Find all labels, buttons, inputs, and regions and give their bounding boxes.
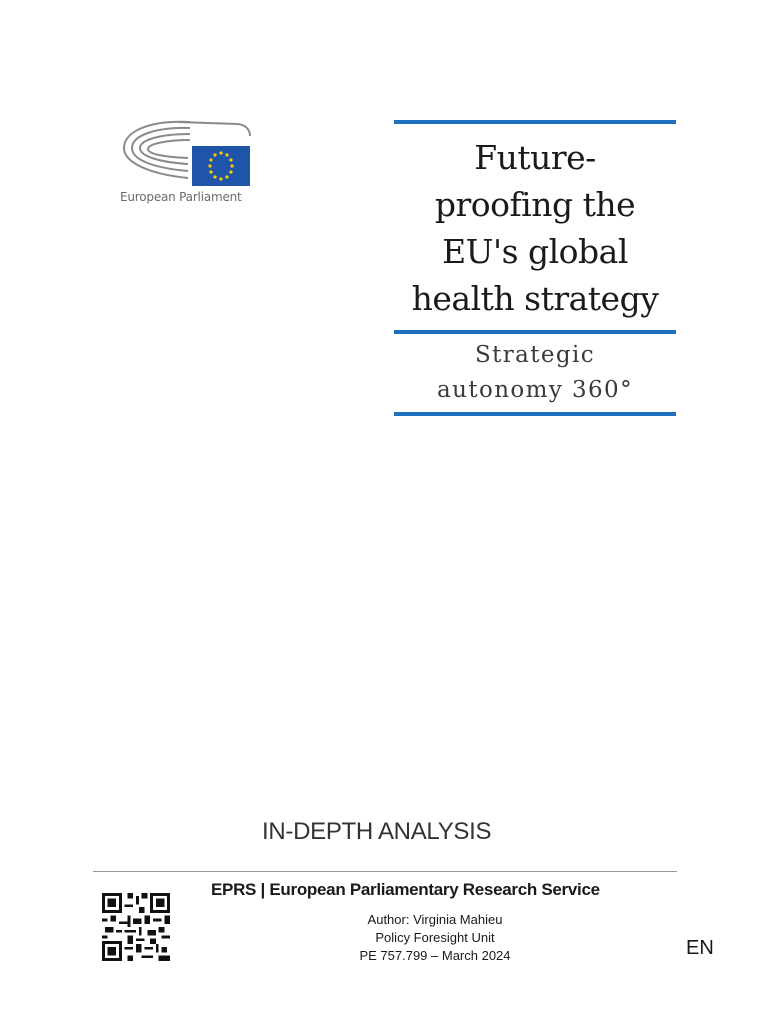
document-title <box>394 134 676 322</box>
footer-divider <box>93 871 677 872</box>
title-line: EU's global <box>442 232 628 271</box>
title-line: Future- <box>474 138 596 177</box>
title-block <box>394 120 676 416</box>
hemicycle-icon <box>118 118 253 188</box>
research-service-name: EPRS | European Parliamentary Research Service <box>211 880 600 899</box>
unit: Policy Foresight Unit <box>375 930 495 945</box>
author: Author: Virginia Mahieu <box>367 912 503 927</box>
title-top-rule <box>394 120 676 124</box>
language-code: EN <box>686 937 714 959</box>
title-middle-rule <box>394 330 676 334</box>
document-meta <box>300 911 570 965</box>
subtitle-line: Strategic <box>474 342 596 368</box>
title-bottom-rule <box>394 412 676 416</box>
logo-text: European Parliament <box>120 190 242 204</box>
european-parliament-logo <box>118 118 253 210</box>
subtitle-line: autonomy 360° <box>437 377 633 403</box>
title-line: proofing the <box>434 185 636 224</box>
title-line: health strategy <box>411 279 659 318</box>
reference: PE 757.799 – March 2024 <box>359 948 511 963</box>
document-subtitle <box>394 338 676 408</box>
document-type: IN-DEPTH ANALYSIS <box>262 818 492 845</box>
qr-code-icon[interactable] <box>100 893 172 966</box>
